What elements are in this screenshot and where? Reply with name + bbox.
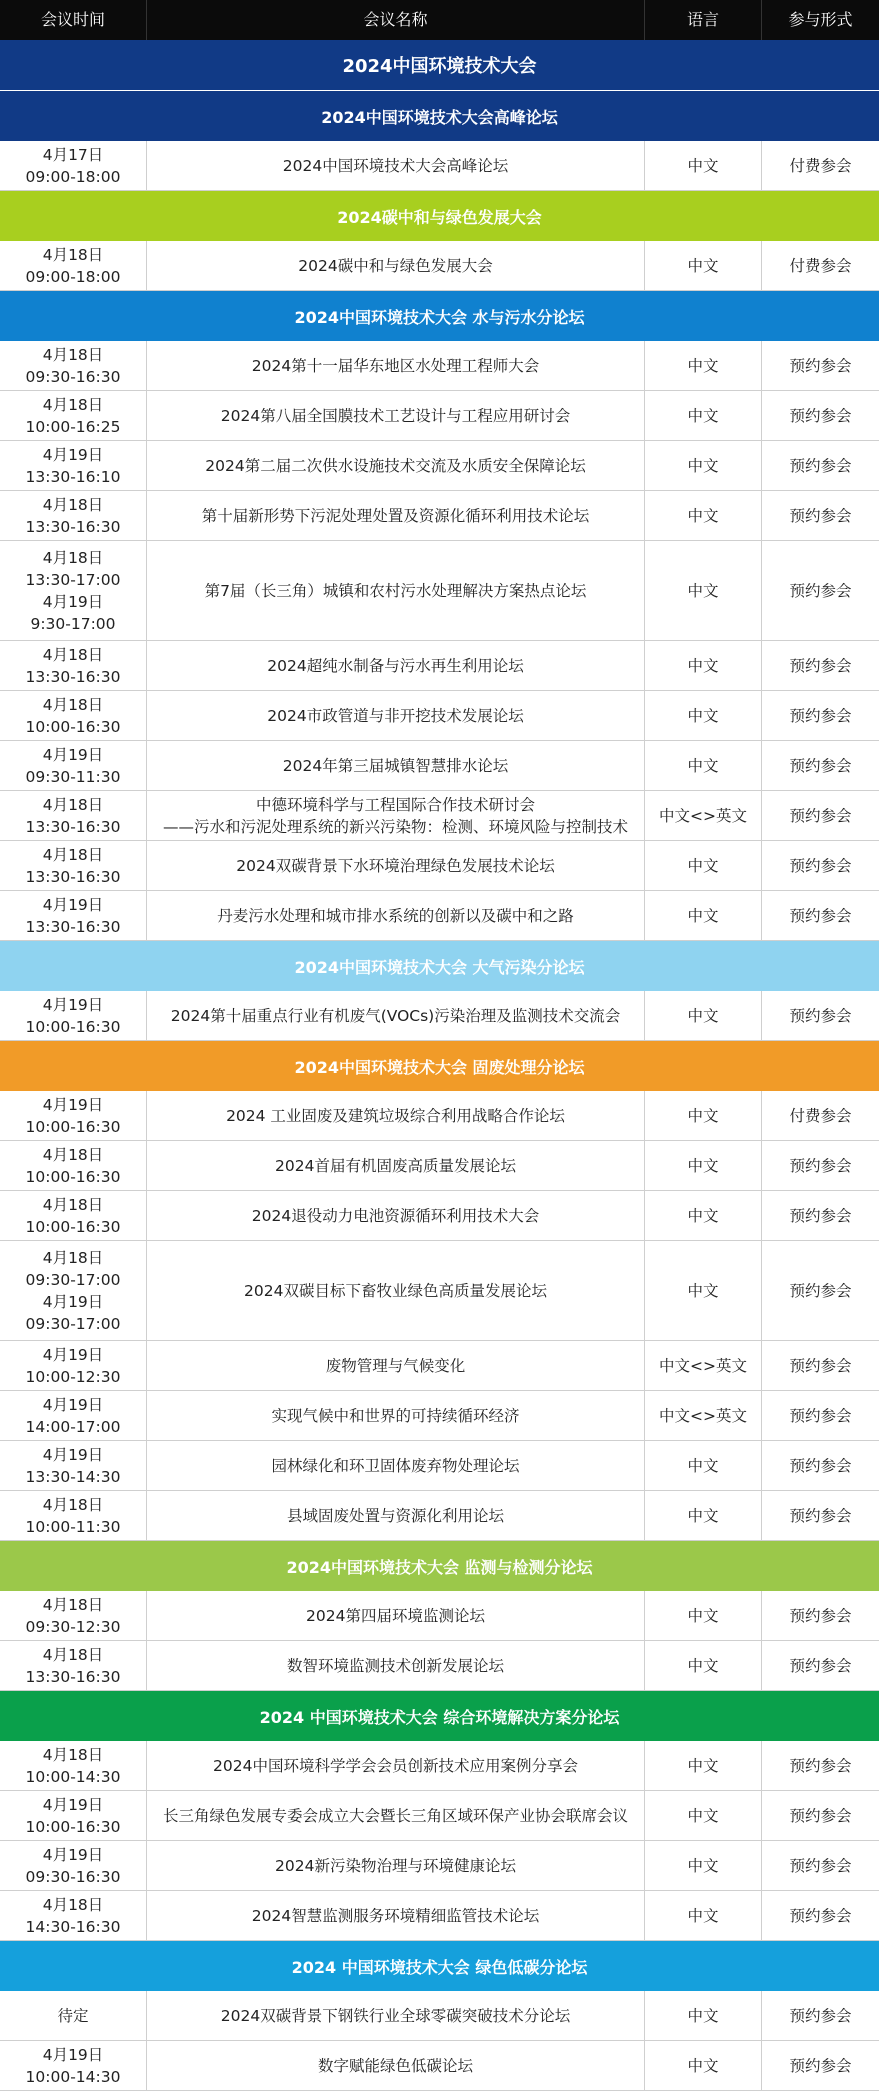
language-cell: 中文 <box>645 1891 762 1940</box>
participation-format-cell: 预约参会 <box>789 1406 852 1425</box>
language-cell: 中文 <box>645 991 762 1040</box>
meeting-name-line: 2024第二届二次供水设施技术交流及水质安全保障论坛 <box>205 456 586 475</box>
meeting-time-line: 09:00-18:00 <box>25 267 121 286</box>
participation-format-cell: 预约参会 <box>789 1656 852 1675</box>
meeting-time-cell <box>0 541 147 640</box>
meeting-name-line: 丹麦污水处理和城市排水系统的创新以及碳中和之路 <box>217 906 574 925</box>
meeting-time-line: 13:30-16:30 <box>25 667 121 686</box>
meeting-time-line: 09:30-12:30 <box>25 1617 121 1636</box>
meeting-time-line: 4月19日 <box>42 592 104 611</box>
language-cell: 中文 <box>645 1991 762 2040</box>
meeting-name-cell <box>147 791 645 840</box>
meeting-time-line: 4月19日 <box>42 745 104 764</box>
header-format: 参与形式 <box>788 10 853 29</box>
table-body <box>0 91 879 2091</box>
language-cell: 中文 <box>645 1591 762 1640</box>
participation-format-cell: 预约参会 <box>789 1006 852 1025</box>
table-row <box>0 1791 879 1841</box>
section-header: 2024中国环境技术大会 监测与检测分论坛 <box>0 1541 879 1591</box>
meeting-time-line: 4月18日 <box>42 345 104 364</box>
meeting-name-cell <box>147 1141 645 1190</box>
meeting-name-cell <box>147 1241 645 1340</box>
meeting-name-line: 第十届新形势下污泥处理处置及资源化循环利用技术论坛 <box>201 506 590 525</box>
meeting-time-line: 4月18日 <box>42 795 104 814</box>
participation-format-cell: 预约参会 <box>789 1856 852 1875</box>
meeting-time-line: 09:30-16:30 <box>25 367 121 386</box>
table-row <box>0 641 879 691</box>
meeting-time-cell <box>0 1091 147 1140</box>
participation-format-cell: 预约参会 <box>789 656 852 675</box>
table-row <box>0 1741 879 1791</box>
meeting-time-line: 4月18日 <box>42 495 104 514</box>
meeting-name-cell <box>147 891 645 940</box>
language-cell: 中文 <box>645 1091 762 1140</box>
meeting-time-cell <box>0 441 147 490</box>
meeting-name-cell <box>147 1341 645 1390</box>
meeting-name-line: 第7届（长三角）城镇和农村污水处理解决方案热点论坛 <box>204 581 587 600</box>
meeting-time-line: 4月19日 <box>42 445 104 464</box>
meeting-time-cell <box>0 741 147 790</box>
meeting-time-line: 4月18日 <box>42 1745 104 1764</box>
meeting-name-cell <box>147 491 645 540</box>
table-row <box>0 1991 879 2041</box>
meeting-time-line: 4月18日 <box>42 695 104 714</box>
section-header: 2024中国环境技术大会 水与污水分论坛 <box>0 291 879 341</box>
table-row <box>0 141 879 191</box>
meeting-time-cell <box>0 1191 147 1240</box>
participation-format-cell: 预约参会 <box>789 406 852 425</box>
participation-format-cell: 预约参会 <box>789 1356 852 1375</box>
meeting-time-cell <box>0 1641 147 1690</box>
meeting-time-line: 10:00-16:25 <box>25 417 121 436</box>
participation-format-cell: 预约参会 <box>789 756 852 775</box>
meeting-time-line: 13:30-16:30 <box>25 517 121 536</box>
meeting-time-line: 10:00-16:30 <box>25 1817 121 1836</box>
language-cell: 中文 <box>645 1791 762 1840</box>
language-cell: 中文 <box>645 741 762 790</box>
meeting-time-line: 4月18日 <box>42 845 104 864</box>
meeting-time-line: 4月19日 <box>42 1795 104 1814</box>
meeting-time-cell <box>0 1891 147 1940</box>
meeting-time-cell <box>0 1841 147 1890</box>
meeting-time-line: 4月19日 <box>42 1345 104 1364</box>
table-row <box>0 1391 879 1441</box>
meeting-time-cell <box>0 691 147 740</box>
table-row <box>0 1091 879 1141</box>
section-header: 2024碳中和与绿色发展大会 <box>0 191 879 241</box>
meeting-time-line: 14:00-17:00 <box>25 1417 121 1436</box>
meeting-name-cell <box>147 1491 645 1540</box>
meeting-name-cell <box>147 691 645 740</box>
meeting-time-line: 13:30-16:30 <box>25 917 121 936</box>
meeting-name-line: 2024第四届环境监测论坛 <box>306 1606 485 1625</box>
meeting-time-cell <box>0 1441 147 1490</box>
table-row <box>0 341 879 391</box>
language-cell: 中文 <box>645 1491 762 1540</box>
table-row <box>0 1841 879 1891</box>
meeting-time-line: 09:30-11:30 <box>25 767 121 786</box>
language-cell: 中文 <box>645 641 762 690</box>
meeting-name-cell <box>147 541 645 640</box>
meeting-name-cell <box>147 1741 645 1790</box>
table-row <box>0 891 879 941</box>
meeting-time-line: 4月19日 <box>42 1445 104 1464</box>
meeting-time-cell <box>0 1991 147 2040</box>
language-cell: 中文 <box>645 1241 762 1340</box>
meeting-name-cell <box>147 341 645 390</box>
section-header: 2024中国环境技术大会 大气污染分论坛 <box>0 941 879 991</box>
meeting-time-cell <box>0 1591 147 1640</box>
participation-format-cell: 预约参会 <box>789 456 852 475</box>
meeting-name-line: 县域固废处置与资源化利用论坛 <box>286 1506 504 1525</box>
table-row <box>0 2041 879 2091</box>
meeting-time-line: 13:30-14:30 <box>25 1467 121 1486</box>
table-row <box>0 491 879 541</box>
main-title: 2024中国环境技术大会 <box>0 40 879 91</box>
table-row <box>0 541 879 641</box>
meeting-name-cell <box>147 441 645 490</box>
participation-format-cell: 预约参会 <box>789 506 852 525</box>
meeting-name-line: 数智环境监测技术创新发展论坛 <box>286 1656 504 1675</box>
meeting-name-cell <box>147 991 645 1040</box>
meeting-name-line: 2024碳中和与绿色发展大会 <box>298 256 493 275</box>
meeting-time-line: 13:30-17:00 <box>25 570 121 589</box>
meeting-name-line: 废物管理与气候变化 <box>325 1356 466 1375</box>
language-cell: 中文 <box>645 391 762 440</box>
table-row <box>0 241 879 291</box>
table-row <box>0 1891 879 1941</box>
meeting-name-cell <box>147 391 645 440</box>
language-cell: 中文 <box>645 141 762 190</box>
language-cell: 中文 <box>645 241 762 290</box>
meeting-name-line: 2024双碳背景下钢铁行业全球零碳突破技术分论坛 <box>220 2006 571 2025</box>
meeting-time-cell <box>0 1491 147 1540</box>
participation-format-cell: 预约参会 <box>789 2006 852 2025</box>
language-cell: 中文 <box>645 491 762 540</box>
meeting-name-line: 长三角绿色发展专委会成立大会暨长三角区域环保产业协会联席会议 <box>162 1806 628 1825</box>
language-cell: 中文 <box>645 1441 762 1490</box>
meeting-name-line: 2024新污染物治理与环境健康论坛 <box>275 1856 516 1875</box>
meeting-time-line: 10:00-14:30 <box>25 2067 121 2086</box>
meeting-time-line: 4月18日 <box>42 1145 104 1164</box>
participation-format-cell: 预约参会 <box>789 1206 852 1225</box>
meeting-time-line: 4月19日 <box>42 995 104 1014</box>
language-cell: 中文<>英文 <box>645 1341 762 1390</box>
language-cell: 中文<>英文 <box>645 791 762 840</box>
table-row <box>0 791 879 841</box>
table-row <box>0 991 879 1041</box>
meeting-time-line: 4月19日 <box>42 1292 104 1311</box>
meeting-time-line: 09:00-18:00 <box>25 167 121 186</box>
meeting-name-line: 2024中国环境科学学会会员创新技术应用案例分享会 <box>213 1756 578 1775</box>
meeting-time-cell <box>0 641 147 690</box>
meeting-name-line: 2024双碳目标下畜牧业绿色高质量发展论坛 <box>244 1281 547 1300</box>
participation-format-cell: 预约参会 <box>789 1806 852 1825</box>
meeting-time-line: 13:30-16:30 <box>25 867 121 886</box>
meeting-name-cell <box>147 641 645 690</box>
table-row <box>0 741 879 791</box>
participation-format-cell: 预约参会 <box>789 1906 852 1925</box>
meeting-time-line: 待定 <box>57 2006 89 2025</box>
meeting-name-cell <box>147 1791 645 1840</box>
participation-format-cell: 预约参会 <box>789 1506 852 1525</box>
meeting-time-line: 9:30-17:00 <box>30 614 116 633</box>
meeting-name-line: 2024双碳背景下水环境治理绿色发展技术论坛 <box>236 856 555 875</box>
meeting-name-line: 2024超纯水制备与污水再生利用论坛 <box>267 656 524 675</box>
meeting-time-cell <box>0 491 147 540</box>
language-cell: 中文 <box>645 2041 762 2090</box>
meeting-time-line: 4月18日 <box>42 645 104 664</box>
meeting-name-line: 数字赋能绿色低碳论坛 <box>317 2056 473 2075</box>
language-cell: 中文 <box>645 341 762 390</box>
meeting-name-cell <box>147 241 645 290</box>
meeting-time-line: 10:00-16:30 <box>25 1167 121 1186</box>
table-row <box>0 1341 879 1391</box>
meeting-name-cell <box>147 1441 645 1490</box>
table-row <box>0 391 879 441</box>
meeting-name-cell <box>147 1891 645 1940</box>
section-header: 2024 中国环境技术大会 绿色低碳分论坛 <box>0 1941 879 1991</box>
participation-format-cell: 预约参会 <box>789 581 852 600</box>
language-cell: 中文 <box>645 541 762 640</box>
section-header: 2024中国环境技术大会高峰论坛 <box>0 91 879 141</box>
meeting-time-cell <box>0 1241 147 1340</box>
participation-format-cell: 预约参会 <box>789 2056 852 2075</box>
table-row <box>0 1641 879 1691</box>
language-cell: 中文 <box>645 891 762 940</box>
meeting-time-line: 4月17日 <box>42 145 104 164</box>
participation-format-cell: 预约参会 <box>789 706 852 725</box>
meeting-time-line: 09:30-17:00 <box>25 1270 121 1289</box>
participation-format-cell: 付费参会 <box>789 1106 852 1125</box>
meeting-time-line: 10:00-16:30 <box>25 717 121 736</box>
meeting-name-line: 中德环境科学与工程国际合作技术研讨会 <box>255 795 535 814</box>
meeting-time-cell <box>0 2041 147 2090</box>
meeting-time-line: 10:00-16:30 <box>25 1217 121 1236</box>
table-row <box>0 841 879 891</box>
meeting-time-cell <box>0 1391 147 1440</box>
meeting-time-cell <box>0 791 147 840</box>
meeting-time-line: 10:00-16:30 <box>25 1117 121 1136</box>
language-cell: 中文 <box>645 1141 762 1190</box>
meeting-name-line: 2024市政管道与非开挖技术发展论坛 <box>267 706 524 725</box>
meeting-name-line: 2024退役动力电池资源循环利用技术大会 <box>251 1206 540 1225</box>
participation-format-cell: 付费参会 <box>789 156 852 175</box>
meeting-name-cell <box>147 141 645 190</box>
meeting-time-cell <box>0 1741 147 1790</box>
table-row <box>0 691 879 741</box>
table-row <box>0 441 879 491</box>
meeting-time-line: 10:00-14:30 <box>25 1767 121 1786</box>
meeting-time-line: 4月18日 <box>42 1495 104 1514</box>
meeting-time-cell <box>0 991 147 1040</box>
section-header: 2024中国环境技术大会 固废处理分论坛 <box>0 1041 879 1091</box>
meeting-time-line: 4月18日 <box>42 245 104 264</box>
section-header: 2024 中国环境技术大会 综合环境解决方案分论坛 <box>0 1691 879 1741</box>
meeting-name-cell <box>147 841 645 890</box>
meeting-time-line: 4月19日 <box>42 2045 104 2064</box>
meeting-time-cell <box>0 841 147 890</box>
meeting-time-cell <box>0 141 147 190</box>
table-row <box>0 1491 879 1541</box>
meeting-name-cell <box>147 1391 645 1440</box>
meeting-name-cell <box>147 1841 645 1890</box>
meeting-name-line: 2024第十一届华东地区水处理工程师大会 <box>251 356 540 375</box>
language-cell: 中文 <box>645 841 762 890</box>
meeting-time-line: 4月19日 <box>42 1395 104 1414</box>
meeting-time-line: 14:30-16:30 <box>25 1917 121 1936</box>
meeting-time-line: 09:30-16:30 <box>25 1867 121 1886</box>
table-header <box>0 0 879 40</box>
language-cell: 中文 <box>645 1741 762 1790</box>
participation-format-cell: 预约参会 <box>789 356 852 375</box>
participation-format-cell: 预约参会 <box>789 856 852 875</box>
table-row <box>0 1591 879 1641</box>
meeting-time-cell <box>0 341 147 390</box>
meeting-name-line: 2024首届有机固废高质量发展论坛 <box>275 1156 516 1175</box>
meeting-name-cell <box>147 1191 645 1240</box>
table-row <box>0 1241 879 1341</box>
meeting-time-line: 10:00-16:30 <box>25 1017 121 1036</box>
meeting-name-line: 2024第八届全国膜技术工艺设计与工程应用研讨会 <box>220 406 571 425</box>
meeting-time-line: 4月19日 <box>42 1845 104 1864</box>
meeting-name-cell <box>147 1091 645 1140</box>
language-cell: 中文 <box>645 1191 762 1240</box>
meeting-name-line: 2024年第三届城镇智慧排水论坛 <box>282 756 509 775</box>
meeting-time-line: 4月18日 <box>42 1195 104 1214</box>
meeting-time-line: 4月18日 <box>42 1595 104 1614</box>
meeting-time-cell <box>0 1141 147 1190</box>
meeting-time-line: 09:30-17:00 <box>25 1314 121 1333</box>
header-language: 语言 <box>645 0 762 40</box>
meeting-time-cell <box>0 241 147 290</box>
header-time: 会议时间 <box>0 0 147 40</box>
meeting-name-line: 园林绿化和环卫固体废弃物处理论坛 <box>271 1456 520 1475</box>
meeting-time-line: 10:00-11:30 <box>25 1517 121 1536</box>
meeting-time-line: 4月18日 <box>42 1645 104 1664</box>
participation-format-cell: 预约参会 <box>789 1606 852 1625</box>
participation-format-cell: 付费参会 <box>789 256 852 275</box>
language-cell: 中文 <box>645 1841 762 1890</box>
meeting-time-line: 4月18日 <box>42 1895 104 1914</box>
meeting-time-line: 13:30-16:30 <box>25 817 121 836</box>
table-row <box>0 1191 879 1241</box>
participation-format-cell: 预约参会 <box>789 1456 852 1475</box>
meeting-time-line: 4月19日 <box>42 1095 104 1114</box>
language-cell: 中文 <box>645 441 762 490</box>
meeting-name-cell <box>147 1641 645 1690</box>
meeting-time-line: 4月18日 <box>42 1248 104 1267</box>
meeting-name-line: ——污水和污泥处理系统的新兴污染物：检测、环境风险与控制技术 <box>162 817 628 836</box>
meeting-time-cell <box>0 391 147 440</box>
meeting-time-line: 4月19日 <box>42 895 104 914</box>
language-cell: 中文<>英文 <box>645 1391 762 1440</box>
meeting-name-line: 实现气候中和世界的可持续循环经济 <box>271 1406 520 1425</box>
meeting-time-cell <box>0 1791 147 1840</box>
meeting-name-line: 2024第十届重点行业有机废气(VOCs)污染治理及监测技术交流会 <box>170 1006 621 1025</box>
meeting-name-cell <box>147 741 645 790</box>
table-row <box>0 1441 879 1491</box>
participation-format-cell: 预约参会 <box>789 1156 852 1175</box>
meeting-time-line: 13:30-16:30 <box>25 1667 121 1686</box>
header-name: 会议名称 <box>147 0 645 40</box>
participation-format-cell: 预约参会 <box>789 806 852 825</box>
meeting-time-line: 13:30-16:10 <box>25 467 121 486</box>
participation-format-cell: 预约参会 <box>789 1281 852 1300</box>
participation-format-cell: 预约参会 <box>789 1756 852 1775</box>
meeting-time-cell <box>0 1341 147 1390</box>
meeting-time-cell <box>0 891 147 940</box>
meeting-name-cell <box>147 1591 645 1640</box>
meeting-name-cell <box>147 2041 645 2090</box>
meeting-time-line: 10:00-12:30 <box>25 1367 121 1386</box>
meeting-name-line: 2024 工业固废及建筑垃圾综合利用战略合作论坛 <box>226 1106 565 1125</box>
meeting-name-line: 2024智慧监测服务环境精细监管技术论坛 <box>251 1906 540 1925</box>
participation-format-cell: 预约参会 <box>789 906 852 925</box>
meeting-time-line: 4月18日 <box>42 548 104 567</box>
language-cell: 中文 <box>645 1641 762 1690</box>
meeting-name-cell <box>147 1991 645 2040</box>
meeting-time-line: 4月18日 <box>42 395 104 414</box>
meeting-name-line: 2024中国环境技术大会高峰论坛 <box>282 156 509 175</box>
language-cell: 中文 <box>645 691 762 740</box>
table-row <box>0 1141 879 1191</box>
